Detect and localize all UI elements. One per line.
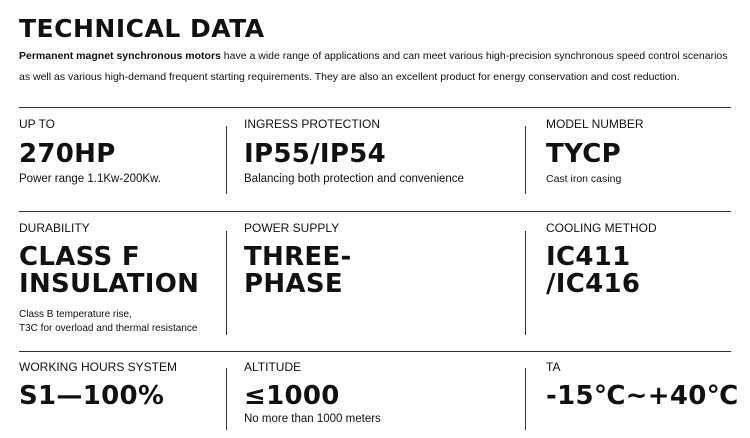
spec-value-line2: /IC416 [546, 269, 641, 299]
spec-value: IP55/IP54 [244, 139, 387, 169]
spec-value-line2: PHASE [244, 269, 343, 299]
spec-label: COOLING METHOD [546, 221, 657, 235]
spec-desc: Power range 1.1Kw-200Kw. [19, 173, 161, 185]
intro-lead: Permanent magnet synchronous motors [19, 50, 221, 62]
spec-desc: No more than 1000 meters [244, 413, 381, 425]
divider-row-2 [19, 211, 731, 212]
spec-label: WORKING HOURS SYSTEM [19, 360, 178, 374]
col-divider-r3-a [226, 368, 227, 430]
spec-desc: Balancing both protection and convenience [244, 173, 464, 185]
spec-power-supply [244, 221, 352, 298]
spec-label: POWER SUPPLY [244, 221, 340, 235]
spec-working-hours [19, 360, 177, 410]
spec-desc-line1: Class B temperature rise, [19, 309, 132, 320]
divider-row-1 [19, 107, 731, 108]
page-title: TECHNICAL DATA [19, 14, 265, 43]
col-divider-r1-a [226, 126, 227, 194]
spec-model-number [546, 117, 644, 186]
spec-value-line1: IC411 [546, 242, 631, 272]
spec-cooling-method [546, 221, 657, 298]
col-divider-r1-b [525, 126, 526, 194]
col-divider-r3-b [525, 368, 526, 430]
spec-value: -15℃~+40℃ [546, 381, 739, 411]
spec-value: ≤1000 [244, 381, 340, 411]
spec-value: S1—100% [19, 381, 165, 411]
spec-label: DURABILITY [19, 221, 90, 235]
spec-desc: Cast iron casing [546, 173, 622, 185]
spec-label: UP TO [19, 117, 56, 131]
intro-paragraph [19, 46, 731, 88]
spec-value-line1: THREE- [244, 242, 352, 272]
spec-label: TA [546, 360, 561, 374]
spec-value: TYCP [546, 139, 621, 169]
spec-up-to [19, 117, 161, 186]
spec-value-line2: INSULATION [19, 269, 200, 299]
spec-label: ALTITUDE [244, 360, 302, 374]
spec-ingress-protection [244, 117, 464, 186]
col-divider-r2-a [226, 231, 227, 335]
col-divider-r2-b [525, 231, 526, 335]
spec-value: 270HP [19, 139, 116, 169]
spec-desc-line2: T3C for overload and thermal resistance [19, 323, 198, 334]
spec-ta [546, 360, 738, 410]
spec-label: MODEL NUMBER [546, 117, 644, 131]
spec-altitude [244, 360, 381, 426]
intro-text: have a wide range of applications and can meet various high-precision synchronous speed control scenarios as well as various high-demand frequent starting requirements. They are also an excellent product for energy conservation and cost reduction. [19, 50, 728, 83]
spec-value-line1: CLASS F [19, 242, 140, 272]
spec-durability [19, 221, 199, 336]
divider-row-3 [19, 351, 731, 352]
spec-label: INGRESS PROTECTION [244, 117, 381, 131]
